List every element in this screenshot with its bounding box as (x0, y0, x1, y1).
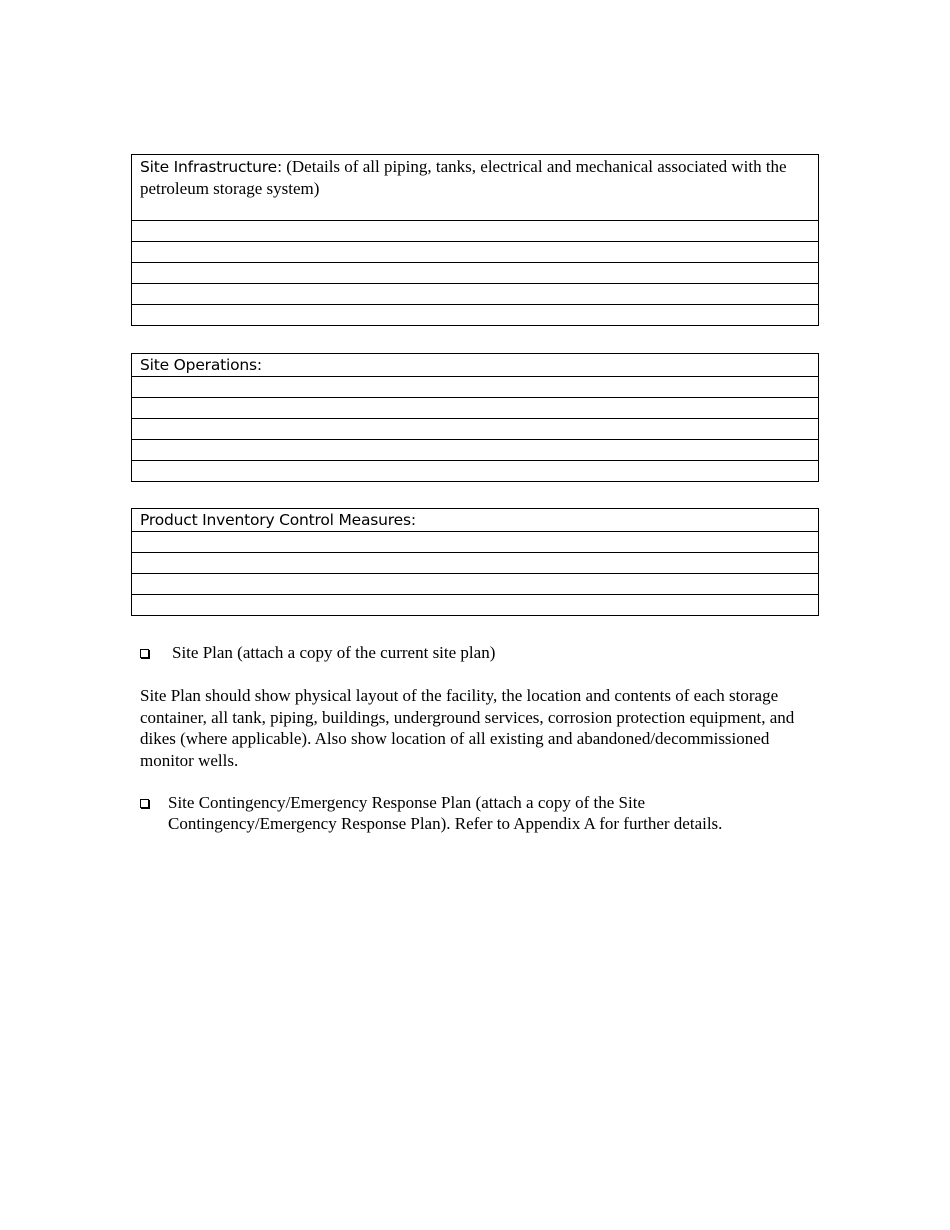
site-operations-header (132, 354, 819, 377)
contingency-plan-checkbox[interactable] (140, 799, 149, 808)
site-infrastructure-entry-row[interactable] (132, 305, 819, 326)
site-operations-entry-row[interactable] (132, 398, 819, 419)
contingency-plan-label-line2: Contingency/Emergency Response Plan). Refer to Appendix A for further details. (168, 814, 723, 833)
site-operations-entry-row[interactable] (132, 440, 819, 461)
inventory-control-entry-row[interactable] (132, 595, 819, 616)
site-infrastructure-entry-row[interactable] (132, 221, 819, 242)
site-operations-entry-row[interactable] (132, 419, 819, 440)
site-infrastructure-label: Site Infrastructure: (140, 158, 282, 176)
site-plan-checkbox[interactable] (140, 649, 149, 658)
site-operations-label: Site Operations: (140, 356, 262, 374)
inventory-control-entry-row[interactable] (132, 532, 819, 553)
contingency-plan-label-line1: Site Contingency/Emergency Response Plan (attach a copy of the Site (168, 793, 645, 812)
site-plan-checkbox-label: Site Plan (attach a copy of the current site plan) (172, 643, 496, 662)
site-infrastructure-entry-row[interactable] (132, 242, 819, 263)
site-infrastructure-entry-row[interactable] (132, 263, 819, 284)
site-infrastructure-header (132, 155, 819, 221)
inventory-control-entry-row[interactable] (132, 553, 819, 574)
site-infrastructure-table (131, 154, 819, 326)
inventory-control-entry-row[interactable] (132, 574, 819, 595)
inventory-control-header (132, 509, 819, 532)
site-operations-table (131, 353, 819, 482)
site-operations-entry-row[interactable] (132, 377, 819, 398)
site-operations-entry-row[interactable] (132, 461, 819, 482)
site-infrastructure-description: (Details of all piping, tanks, electrical and mechanical associated with the petroleum storage system) (140, 157, 787, 198)
site-infrastructure-entry-row[interactable] (132, 284, 819, 305)
inventory-control-label: Product Inventory Control Measures: (140, 511, 416, 529)
inventory-control-table (131, 508, 819, 616)
site-plan-description: Site Plan should show physical layout of the facility, the location and contents of each storage container, all tank, piping, buildings, underground services, corrosion protection equipment, and dikes (where applicable). Also show location of all existing and abandoned/decommissioned monitor wells. (140, 686, 795, 770)
